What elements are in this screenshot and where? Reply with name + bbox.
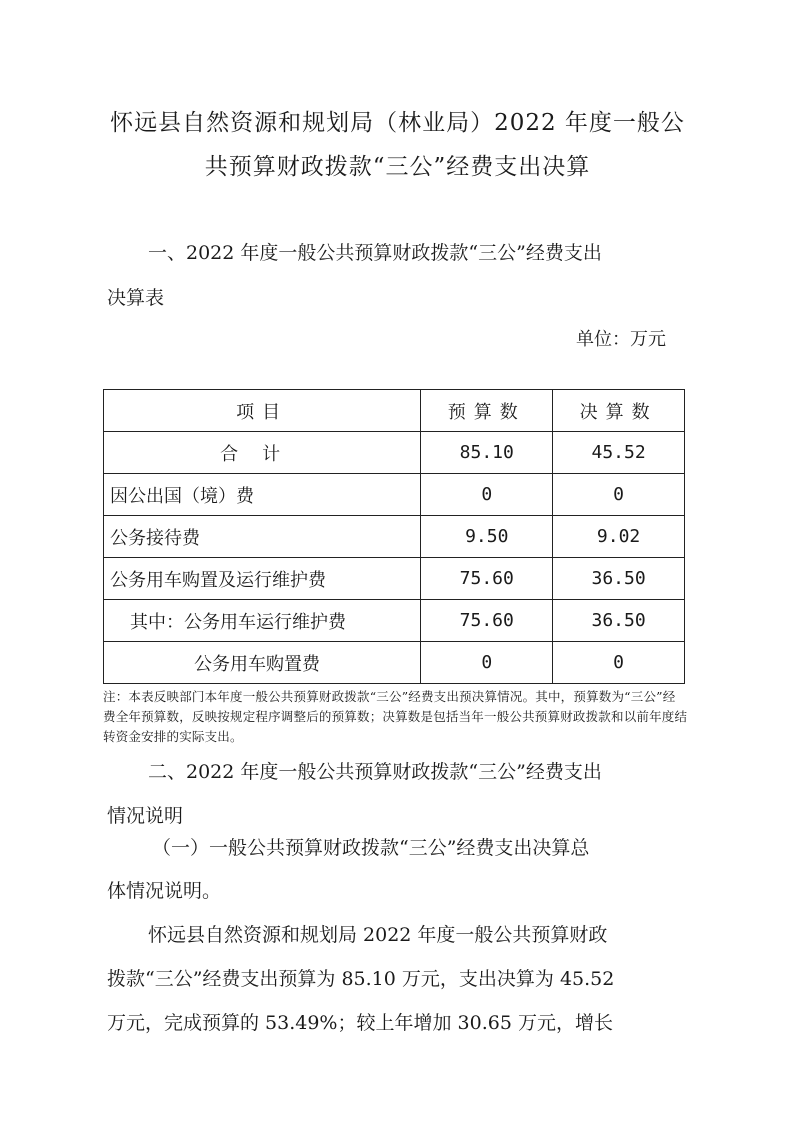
header-actual: 决算数: [553, 390, 685, 432]
row-budget: 9.50: [421, 516, 553, 558]
document-title-line-2: 共预算财政拨款“三公”经费支出决算: [204, 154, 591, 180]
row-actual: 0: [553, 474, 685, 516]
table-row-total: [104, 432, 685, 474]
document-title-line-1: 怀远县自然资源和规划局（林业局）2022 年度一般公: [110, 110, 685, 136]
row-budget: 0: [421, 642, 553, 684]
table-row: [104, 474, 685, 516]
table-footnote: 注：本表反映部门本年度一般公共预算财政拨款“三公”经费支出预决算情况。其中，预算数为“三公”经费全年预算数，反映按规定程序调整后的预算数；决算数是包括当年一般公共预算财政拨款和以前年度结转资金安排的实际支出。: [103, 689, 688, 744]
section-2-heading-line-1: 二、2022 年度一般公共预算财政拨款“三公”经费支出: [148, 761, 602, 783]
body-paragraph-line-3: 万元，完成预算的 53.49%；较上年增加 30.65 万元，增长: [107, 1012, 613, 1034]
row-item: 公务接待费: [104, 516, 421, 558]
row-actual: 0: [553, 642, 685, 684]
header-budget: 预算数: [421, 390, 553, 432]
table-row: [104, 642, 685, 684]
row-item: 公务用车购置费: [104, 642, 421, 684]
table-row: [104, 558, 685, 600]
row-budget: 75.60: [421, 600, 553, 642]
section-2-heading-line-2: 情况说明: [107, 805, 184, 827]
subsection-1-heading-line-1: （一）一般公共预算财政拨款“三公”经费支出决算总: [152, 837, 590, 859]
unit-label: 单位：万元: [576, 329, 666, 350]
row-budget: 0: [421, 474, 553, 516]
row-actual: 36.50: [553, 600, 685, 642]
row-actual: 36.50: [553, 558, 685, 600]
header-item: 项目: [104, 390, 421, 432]
table-row: [104, 600, 685, 642]
body-paragraph-line-1: 怀远县自然资源和规划局 2022 年度一般公共预算财政: [148, 924, 608, 946]
row-item: 其中：公务用车运行维护费: [104, 600, 421, 642]
three-public-expenses-table: [103, 389, 685, 684]
row-item: 因公出国（境）费: [104, 474, 421, 516]
row-actual: 45.52: [553, 432, 685, 474]
table-row: [104, 516, 685, 558]
table-header-row: [104, 390, 685, 432]
subsection-1-heading-line-2: 体情况说明。: [107, 880, 222, 902]
row-item: 公务用车购置及运行维护费: [104, 558, 421, 600]
section-1-heading-line-2: 决算表: [107, 287, 165, 309]
section-1-heading-line-1: 一、2022 年度一般公共预算财政拨款“三公”经费支出: [148, 242, 602, 264]
row-item: 合计: [104, 432, 421, 474]
row-budget: 75.60: [421, 558, 553, 600]
row-actual: 9.02: [553, 516, 685, 558]
body-paragraph-line-2: 拨款“三公”经费支出预算为 85.10 万元，支出决算为 45.52: [107, 968, 615, 990]
row-budget: 85.10: [421, 432, 553, 474]
